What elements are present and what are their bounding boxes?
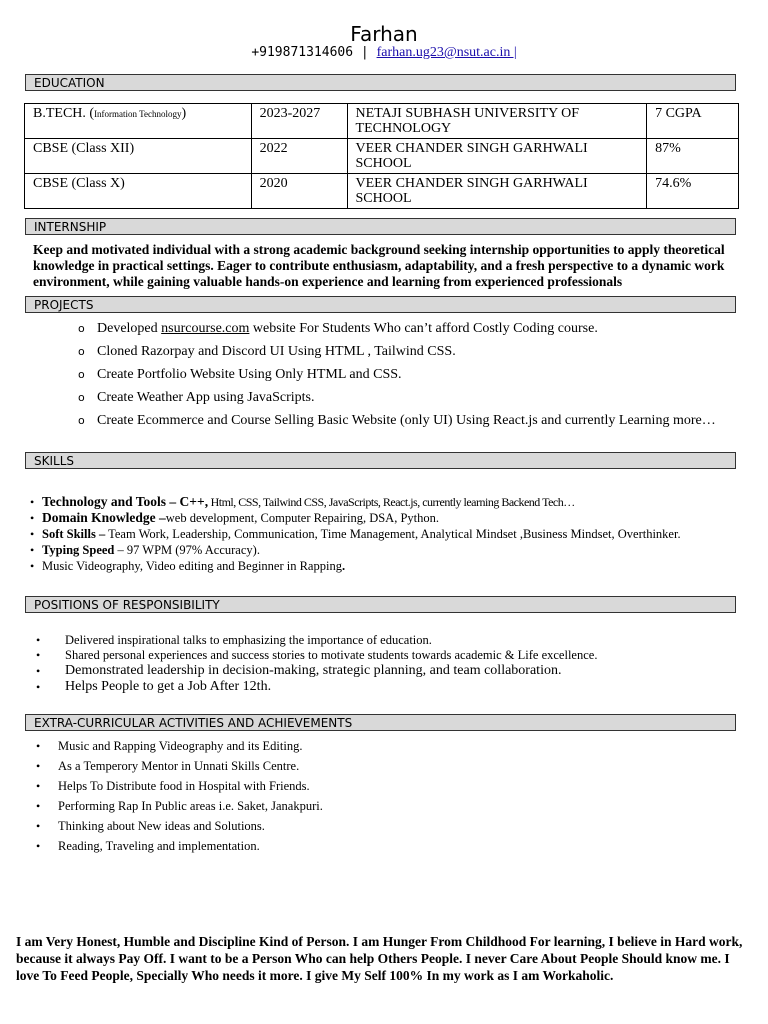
list-item: • Helps People to get a Job After 12th.: [36, 679, 272, 694]
candidate-name: Farhan: [350, 22, 418, 46]
bullet-icon: •: [36, 664, 41, 678]
list-item: • Shared personal experiences and success stories to motivate students towards academic & Life excellence.: [36, 648, 598, 662]
circle-bullet-icon: o: [78, 391, 85, 404]
section-heading-skills: SKILLS: [25, 452, 736, 469]
circle-bullet-icon: o: [78, 414, 85, 427]
section-heading-positions: POSITIONS OF RESPONSIBILITY: [25, 596, 736, 613]
bullet-icon: •: [36, 759, 41, 773]
list-item: o Create Portfolio Website Using Only HTML and CSS.: [78, 365, 716, 388]
degree-cell: CBSE (Class X): [25, 174, 252, 209]
year-cell: 2020: [251, 174, 347, 209]
bullet-icon: •: [36, 839, 41, 853]
bullet-icon: •: [30, 511, 35, 525]
year-cell: 2022: [251, 139, 347, 174]
list-item: • Delivered inspirational talks to emphasizing the importance of education.: [36, 633, 432, 647]
personal-statement: I am Very Honest, Humble and Discipline Kind of Person. I am Hunger From Childhood For learning, I believe in Hard work, because it always Pay Off. I want to be a Person Who can help Others People. I never Care About People Should know me. I love To Feed People, Specially Who needs it more. I give My Self 100% In my work as I am Workaholic.: [16, 934, 743, 983]
list-item: • Domain Knowledge –web development, Computer Repairing, DSA, Python.: [30, 510, 439, 525]
list-item: • As a Temperory Mentor in Unnati Skills Centre.: [58, 756, 738, 776]
degree-cell: B.TECH. (Information Technology): [25, 104, 252, 139]
score-cell: 87%: [647, 139, 739, 174]
table-row: [25, 174, 739, 209]
list-item: • Music Videography, Video editing and Beginner in Rapping.: [30, 559, 346, 573]
circle-bullet-icon: o: [78, 345, 85, 358]
list-item: • Thinking about New ideas and Solutions.: [58, 816, 738, 836]
institution-cell: VEER CHANDER SINGH GARHWALI SCHOOL: [347, 139, 647, 174]
list-item: o Create Weather App using JavaScripts.: [78, 388, 716, 411]
bullet-icon: •: [30, 495, 35, 509]
section-heading-internship: INTERNSHIP: [25, 218, 736, 235]
contact-line: [0, 45, 768, 61]
circle-bullet-icon: o: [78, 322, 85, 335]
table-row: [25, 104, 739, 139]
list-item: o Developed nsurcourse.com website For Students Who can’t afford Costly Coding course.: [78, 319, 716, 342]
institution-cell: VEER CHANDER SINGH GARHWALI SCHOOL: [347, 174, 647, 209]
degree-cell: CBSE (Class XII): [25, 139, 252, 174]
bullet-icon: •: [36, 739, 41, 753]
bullet-icon: •: [30, 543, 35, 557]
list-item: • Performing Rap In Public areas i.e. Saket, Janakpuri.: [58, 796, 738, 816]
score-cell: 74.6%: [647, 174, 739, 209]
list-item: • Technology and Tools – C++, Html, CSS, Tailwind CSS, JavaScripts, React.js, currently learning Backend Tech…: [30, 494, 575, 509]
bullet-icon: •: [30, 527, 35, 541]
list-item: • Demonstrated leadership in decision-making, strategic planning, and team collaboration.: [36, 663, 562, 678]
education-table: [24, 103, 739, 209]
list-item: • Reading, Traveling and implementation.: [58, 836, 738, 856]
section-heading-education: EDUCATION: [25, 74, 736, 91]
score-cell: 7 CGPA: [647, 104, 739, 139]
list-item: • Soft Skills – Team Work, Leadership, Communication, Time Management, Analytical Mindset ,Business Mindset, Overthinker.: [30, 527, 681, 541]
year-cell: 2023-2027: [251, 104, 347, 139]
list-item: o Create Ecommerce and Course Selling Basic Website (only UI) Using React.js and currently Learning more…: [78, 411, 716, 434]
projects-list: [78, 319, 716, 434]
section-heading-projects: PROJECTS: [25, 296, 736, 313]
positions-list: [36, 633, 745, 695]
phone-number: +919871314606 |: [251, 45, 377, 60]
bullet-icon: •: [36, 779, 41, 793]
bullet-icon: •: [36, 680, 41, 694]
project-link[interactable]: nsurcourse.com: [161, 321, 250, 336]
internship-objective: Keep and motivated individual with a strong academic background seeking internship opportunities to apply theoretical knowledge in practical settings. Eager to contribute enthusiasm, adaptability, and a fresh perspective to a dynamic work environment, while gaining valuable hands-on experience and learning from experienced professionals: [33, 242, 725, 289]
list-item: • Music and Rapping Videography and its Editing.: [58, 736, 738, 756]
institution-cell: NETAJI SUBHASH UNIVERSITY OF TECHNOLOGY: [347, 104, 647, 139]
list-item: • Typing Speed – 97 WPM (97% Accuracy).: [30, 543, 260, 557]
bullet-icon: •: [30, 559, 35, 573]
skills-list: [30, 494, 742, 574]
circle-bullet-icon: o: [78, 368, 85, 381]
bullet-icon: •: [36, 799, 41, 813]
list-item: • Helps To Distribute food in Hospital with Friends.: [58, 776, 738, 796]
bullet-icon: •: [36, 633, 41, 647]
bullet-icon: •: [36, 648, 41, 662]
table-row: [25, 139, 739, 174]
extra-curricular-list: [36, 736, 738, 856]
section-heading-extra-curricular: EXTRA-CURRICULAR ACTIVITIES AND ACHIEVEMENTS: [25, 714, 736, 731]
bullet-icon: •: [36, 819, 41, 833]
list-item: o Cloned Razorpay and Discord UI Using HTML , Tailwind CSS.: [78, 342, 716, 365]
email-link[interactable]: farhan.ug23@nsut.ac.in |: [376, 45, 517, 60]
